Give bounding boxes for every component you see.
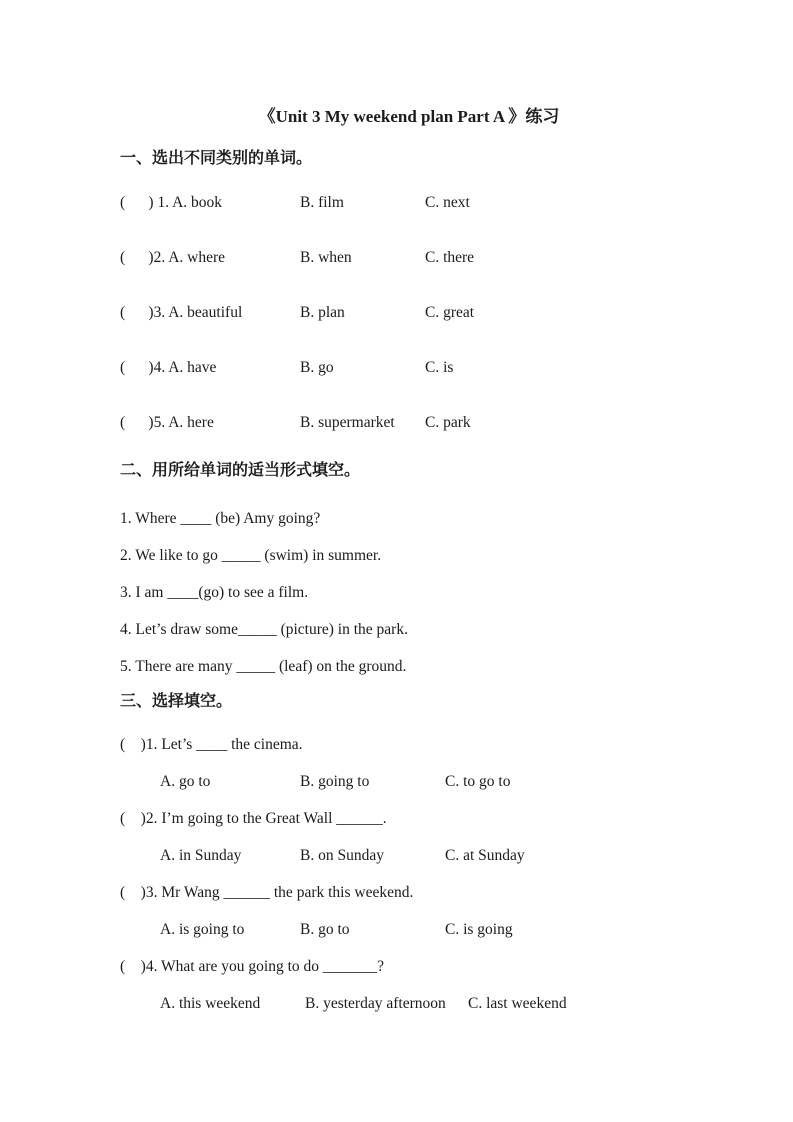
option-a: A. go to (160, 773, 211, 790)
option-c: C. last weekend (468, 995, 567, 1012)
option-c: C. is going (445, 921, 513, 938)
word-choice-row (120, 192, 698, 214)
option-b: B. going to (300, 773, 370, 790)
question-options (120, 845, 698, 867)
question-stem: ( )3. Mr Wang ______ the park this weekend. (120, 884, 414, 901)
option-a: A. this weekend (160, 995, 261, 1012)
question-options (120, 919, 698, 941)
option-b: B. yesterday afternoon (305, 995, 446, 1012)
option-c: C. to go to (445, 773, 511, 790)
answer-blank-and-option-a: ( )2. A. where (120, 249, 226, 266)
option-b: B. when (300, 249, 352, 266)
option-a: A. in Sunday (160, 847, 242, 864)
word-choice-row (120, 302, 698, 324)
option-b: B. go to (300, 921, 350, 938)
answer-blank-and-option-a: ( ) 1. A. book (120, 194, 223, 211)
option-c: C. park (425, 414, 471, 431)
word-choice-row (120, 247, 698, 269)
option-c: C. great (425, 304, 475, 321)
option-c: C. at Sunday (445, 847, 525, 864)
fill-blank-sentence: 5. There are many _____ (leaf) on the ground. (120, 658, 407, 675)
section-three-heading: 三、选择填空。 (120, 693, 233, 710)
word-choice-row (120, 412, 698, 434)
answer-blank-and-option-a: ( )4. A. have (120, 359, 217, 376)
section-two-heading: 二、用所给单词的适当形式填空。 (120, 462, 361, 479)
section-one-heading: 一、选出不同类别的单词。 (120, 150, 313, 167)
fill-blank-sentence: 2. We like to go _____ (swim) in summer. (120, 547, 382, 564)
answer-blank-and-option-a: ( )5. A. here (120, 414, 214, 431)
option-a: A. is going to (160, 921, 245, 938)
option-c: C. is (425, 359, 454, 376)
option-b: B. film (300, 194, 344, 211)
answer-blank-and-option-a: ( )3. A. beautiful (120, 304, 243, 321)
page-title: 《Unit 3 My weekend plan Part A 》练习 (258, 107, 560, 126)
question-options (120, 993, 698, 1015)
question-stem: ( )1. Let’s ____ the cinema. (120, 736, 303, 753)
word-choice-row (120, 357, 698, 379)
option-c: C. there (425, 249, 475, 266)
option-b: B. supermarket (300, 414, 395, 431)
fill-blank-sentence: 4. Let’s draw some_____ (picture) in the park. (120, 621, 408, 638)
option-c: C. next (425, 194, 470, 211)
question-stem: ( )4. What are you going to do _______? (120, 958, 385, 975)
question-options (120, 771, 698, 793)
fill-blank-sentence: 3. I am ____(go) to see a film. (120, 584, 309, 601)
fill-blank-sentence: 1. Where ____ (be) Amy going? (120, 510, 321, 527)
option-b: B. go (300, 359, 334, 376)
question-stem: ( )2. I’m going to the Great Wall ______. (120, 810, 387, 827)
option-b: B. plan (300, 304, 345, 321)
option-b: B. on Sunday (300, 847, 384, 864)
